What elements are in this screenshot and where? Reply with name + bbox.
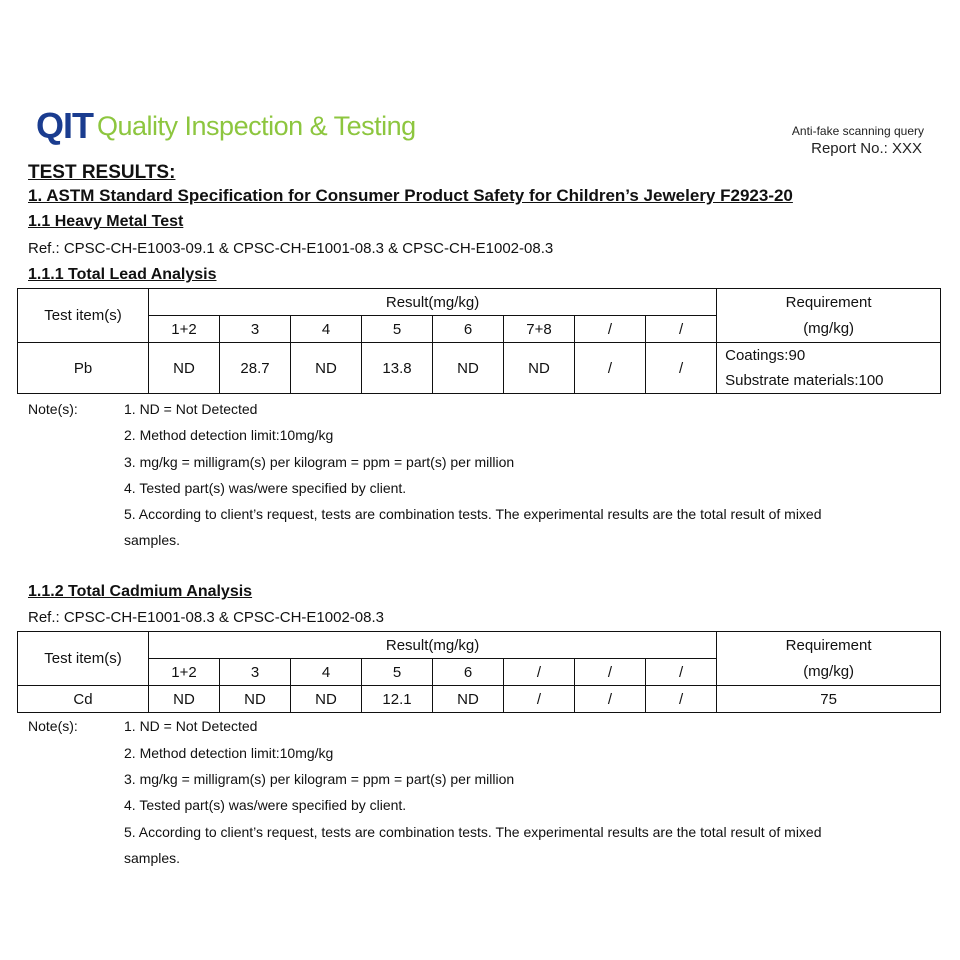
result-cell: / <box>646 343 717 394</box>
column-header: 7+8 <box>504 316 575 343</box>
requirement-header-line1: Requirement <box>785 636 872 654</box>
column-header: / <box>504 659 575 686</box>
result-cell: ND <box>291 343 362 394</box>
result-cell: 28.7 <box>220 343 291 394</box>
cadmium-analysis-heading: 1.1.2 Total Cadmium Analysis <box>28 583 253 600</box>
note-item: 4. Tested part(s) was/were specified by client. <box>124 480 407 496</box>
result-cell: ND <box>220 686 291 713</box>
requirement-coatings: Coatings:90 <box>725 347 806 364</box>
result-cell: / <box>504 686 575 713</box>
lead-analysis-heading: 1.1.1 Total Lead Analysis <box>28 266 217 283</box>
result-cell: 13.8 <box>362 343 433 394</box>
notes-label: Note(s): <box>28 401 78 417</box>
column-header: 6 <box>433 316 504 343</box>
note-item: 5. According to client’s request, tests are combination tests. The experimental results are the total result of mixed <box>124 506 822 522</box>
note-item: 2. Method detection limit:10mg/kg <box>124 745 334 761</box>
result-cell: ND <box>433 343 504 394</box>
requirement-header-line2: (mg/kg) <box>803 319 855 337</box>
note-item: 3. mg/kg = milligram(s) per kilogram = ppm = part(s) per million <box>124 771 515 787</box>
result-cell: ND <box>504 343 575 394</box>
result-header: Result(mg/kg) <box>149 289 717 316</box>
test-item-cell: Pb <box>18 343 149 394</box>
note-item: 4. Tested part(s) was/were specified by client. <box>124 797 407 813</box>
column-header: 1+2 <box>149 316 220 343</box>
column-header: 3 <box>220 659 291 686</box>
note-item: samples. <box>124 850 181 866</box>
column-header: 4 <box>291 316 362 343</box>
result-cell: ND <box>149 686 220 713</box>
requirement-header-line2: (mg/kg) <box>803 662 855 680</box>
column-header: / <box>575 659 646 686</box>
column-header: 3 <box>220 316 291 343</box>
column-header: / <box>646 316 717 343</box>
cadmium-reference: Ref.: CPSC-CH-E1001-08.3 & CPSC-CH-E1002-08.3 <box>28 609 384 626</box>
requirement-header-line1: Requirement <box>785 293 872 311</box>
note-item: 1. ND = Not Detected <box>124 718 258 734</box>
report-number: Report No.: XXX <box>811 140 922 157</box>
page-title: TEST RESULTS: <box>28 162 176 183</box>
requirement-substrate: Substrate materials:100 <box>725 372 884 389</box>
result-cell: 12.1 <box>362 686 433 713</box>
logo-text: Quality Inspection & Testing <box>97 110 416 141</box>
column-header: 5 <box>362 316 433 343</box>
requirement-cell: 75 <box>717 686 941 713</box>
logo-mark: QIT <box>36 105 93 146</box>
note-item: 1. ND = Not Detected <box>124 401 258 417</box>
anti-fake-query-link[interactable]: Anti-fake scanning query <box>791 124 924 138</box>
column-header: 6 <box>433 659 504 686</box>
requirement-cell <box>717 343 941 394</box>
cadmium-results-table <box>17 631 941 713</box>
result-cell: ND <box>433 686 504 713</box>
lead-reference: Ref.: CPSC-CH-E1003-09.1 & CPSC-CH-E1001-08.3 & CPSC-CH-E1002-08.3 <box>28 240 554 257</box>
column-header: 1+2 <box>149 659 220 686</box>
company-logo <box>36 106 416 146</box>
notes-label: Note(s): <box>28 718 78 734</box>
lead-results-table <box>17 288 941 394</box>
column-header: 4 <box>291 659 362 686</box>
test-item-header: Test item(s) <box>18 289 149 343</box>
note-item: 3. mg/kg = milligram(s) per kilogram = ppm = part(s) per million <box>124 454 515 470</box>
note-item: samples. <box>124 532 181 548</box>
note-item: 2. Method detection limit:10mg/kg <box>124 427 334 443</box>
result-cell: ND <box>291 686 362 713</box>
subsection-heading: 1.1 Heavy Metal Test <box>28 213 184 230</box>
result-cell: ND <box>149 343 220 394</box>
column-header: 5 <box>362 659 433 686</box>
test-item-cell: Cd <box>18 686 149 713</box>
result-cell: / <box>575 686 646 713</box>
requirement-header <box>717 632 941 686</box>
column-header: / <box>646 659 717 686</box>
section-heading: 1. ASTM Standard Specification for Consumer Product Safety for Children’s Jewelery F2923-20 <box>28 186 793 205</box>
requirement-header <box>717 289 941 343</box>
result-cell: / <box>575 343 646 394</box>
test-item-header: Test item(s) <box>18 632 149 686</box>
column-header: / <box>575 316 646 343</box>
result-header: Result(mg/kg) <box>149 632 717 659</box>
note-item: 5. According to client’s request, tests are combination tests. The experimental results are the total result of mixed <box>124 824 822 840</box>
result-cell: / <box>646 686 717 713</box>
